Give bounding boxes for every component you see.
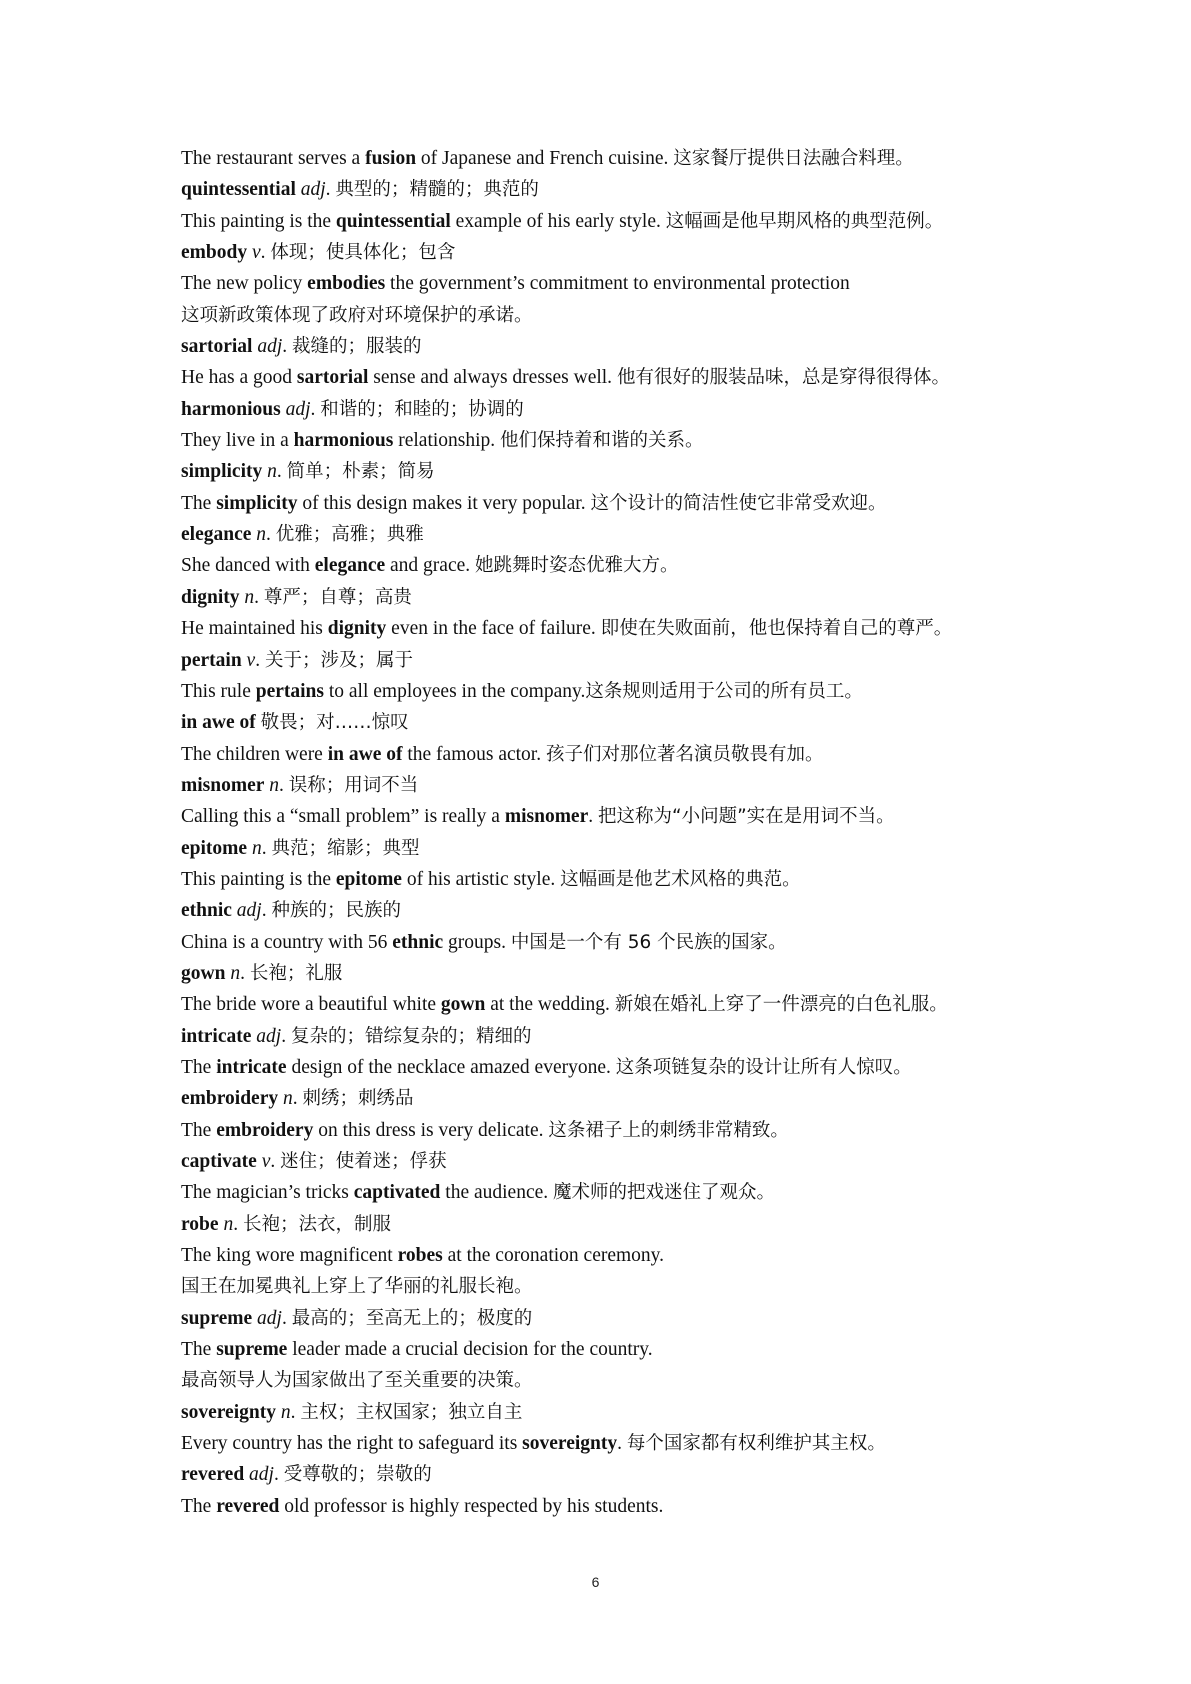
- headword: dignity: [327, 618, 387, 640]
- chinese-text: 最高的；至高无上的；极度的: [291, 1307, 533, 1329]
- example-sentence-line: [181, 1365, 1081, 1396]
- text-segment: the government’s commitment to environmental protection: [385, 273, 850, 295]
- chinese-text: 即使在失败面前，他也保持着自己的尊严。: [600, 618, 953, 640]
- text-segment: The king wore magnificent: [181, 1245, 398, 1267]
- example-sentence-line: [181, 488, 1081, 519]
- text-segment: .: [254, 586, 264, 608]
- chinese-text: 这项新政策体现了政府对环境保护的承诺。: [181, 304, 533, 326]
- vocab-entry-line: [181, 707, 1081, 738]
- vocab-entry-line: [181, 1459, 1081, 1490]
- vocab-entry-line: [181, 519, 1081, 550]
- example-sentence-line: [181, 739, 1081, 770]
- text-segment: .: [240, 962, 250, 984]
- text-segment: .: [270, 1151, 281, 1172]
- chinese-text: 孩子们对那位著名演员敬畏有加。: [545, 743, 824, 765]
- headword: elegance: [181, 524, 252, 546]
- vocab-entry-line: [181, 645, 1081, 676]
- example-sentence-line: [181, 1115, 1081, 1146]
- chinese-text: 优雅；高雅；典雅: [275, 524, 424, 546]
- text-segment: leader made a crucial decision for the country.: [287, 1339, 653, 1361]
- text-segment: .: [292, 1088, 303, 1110]
- part-of-speech: n: [223, 1213, 234, 1235]
- example-sentence-line: [181, 1334, 1081, 1365]
- chinese-text: 体现；使具体化；包含: [270, 242, 456, 264]
- vocab-entry-line: [181, 1021, 1081, 1052]
- headword: simplicity: [216, 492, 298, 514]
- example-sentence-line: [181, 550, 1081, 581]
- text-segment: The new policy: [181, 273, 308, 295]
- text-segment: .: [233, 1213, 243, 1235]
- part-of-speech: n: [283, 1088, 293, 1110]
- text-segment: .: [279, 774, 289, 796]
- text-segment: on this dress is very delicate.: [313, 1119, 549, 1141]
- chinese-text: 敬畏；对……惊叹: [260, 712, 409, 734]
- chinese-text: 种族的；民族的: [271, 900, 401, 922]
- vocab-entry-line: [181, 1083, 1081, 1114]
- chinese-text: 典型的；精髓的；典范的: [335, 179, 539, 201]
- headword: revered: [216, 1495, 280, 1517]
- text-segment: The magician’s tricks: [181, 1182, 354, 1204]
- vocab-entry-line: [181, 958, 1081, 989]
- part-of-speech: n: [280, 1401, 291, 1423]
- chinese-text: 迷住；使着迷；俘获: [280, 1151, 447, 1172]
- vocab-entry-line: [181, 331, 1081, 362]
- part-of-speech: n: [269, 774, 280, 796]
- part-of-speech: adj: [285, 398, 311, 420]
- chinese-text: 典范；缩影；典型: [271, 837, 420, 859]
- chinese-text: 受尊敬的；崇敬的: [283, 1464, 432, 1486]
- text-segment: .: [282, 336, 293, 358]
- text-segment: .: [260, 242, 271, 264]
- headword: elegance: [314, 555, 386, 577]
- headword: sartorial: [181, 336, 253, 358]
- headword: gown: [440, 994, 486, 1016]
- chinese-text: 主权；主权国家；独立自主: [300, 1401, 523, 1423]
- chinese-text: 她跳舞时姿态优雅大方。: [475, 555, 679, 577]
- vocab-entry-line: [181, 456, 1081, 487]
- headword: ethnic: [181, 900, 232, 922]
- headword: quintessential: [335, 210, 451, 232]
- vocab-entry-line: [181, 1397, 1081, 1428]
- chinese-text: 尊严；自尊；高贵: [263, 586, 412, 608]
- chinese-text: 把这称为“小问题”实在是用词不当。: [598, 806, 895, 828]
- text-segment: even in the face of failure.: [386, 618, 601, 640]
- text-segment: She danced with: [181, 555, 315, 577]
- headword: sovereignty: [181, 1401, 276, 1423]
- vocab-entry-line: [181, 1303, 1081, 1334]
- chinese-text: 这家餐厅提供日法融合料理。: [673, 148, 914, 169]
- headword: fusion: [365, 148, 417, 169]
- headword: pertain: [181, 649, 242, 671]
- text-segment: of his artistic style.: [401, 868, 561, 890]
- headword: revered: [181, 1464, 245, 1486]
- headword: ethnic: [392, 931, 444, 953]
- vocab-entry-line: [181, 394, 1081, 425]
- vocabulary-list: [181, 143, 1081, 1522]
- text-segment: .: [261, 900, 272, 922]
- text-segment: to all employees in the company.: [323, 680, 586, 702]
- vocab-entry-line: [181, 1146, 1081, 1177]
- text-segment: .: [273, 1464, 284, 1486]
- headword: gown: [181, 962, 226, 984]
- headword: intricate: [216, 1056, 287, 1078]
- text-segment: He maintained his: [181, 618, 328, 640]
- vocab-entry-line: [181, 582, 1081, 613]
- headword: captivate: [181, 1151, 257, 1172]
- text-segment: The: [181, 1495, 217, 1517]
- text-segment: This painting is the: [181, 868, 336, 890]
- example-sentence-line: [181, 425, 1081, 456]
- vocab-entry-line: [181, 770, 1081, 801]
- chinese-text: 简单；朴素；简易: [286, 461, 435, 483]
- text-segment: This painting is the: [181, 210, 336, 232]
- example-sentence-line: [181, 1271, 1081, 1302]
- text-segment: The restaurant serves a: [181, 148, 366, 169]
- example-sentence-line: [181, 1428, 1081, 1459]
- headword: in awe of: [327, 743, 403, 765]
- headword: in awe of: [181, 712, 256, 734]
- vocab-entry-line: [181, 833, 1081, 864]
- text-segment: at the wedding.: [485, 994, 615, 1016]
- example-sentence-line: [181, 362, 1081, 393]
- example-sentence-line: [181, 801, 1081, 832]
- part-of-speech: adj: [249, 1464, 274, 1486]
- text-segment: .: [281, 1025, 291, 1047]
- text-segment: example of his early style.: [450, 210, 666, 232]
- headword: pertains: [255, 680, 324, 702]
- text-segment: Calling this a “small problem” is really a: [181, 806, 505, 828]
- chinese-text: 这幅画是他艺术风格的典范。: [560, 868, 801, 890]
- headword: dignity: [181, 586, 240, 608]
- text-segment: .: [290, 1401, 301, 1423]
- part-of-speech: n: [251, 837, 262, 859]
- example-sentence-line: [181, 1177, 1081, 1208]
- text-segment: old professor is highly respected by his students.: [279, 1495, 664, 1517]
- chinese-text: 裁缝的；服装的: [292, 336, 422, 358]
- example-sentence-line: [181, 206, 1081, 237]
- example-sentence-line: [181, 1240, 1081, 1271]
- text-segment: The: [181, 1339, 217, 1361]
- text-segment: The: [181, 1119, 217, 1141]
- chinese-text: 这条裙子上的刺绣非常精致。: [548, 1119, 789, 1141]
- headword: epitome: [335, 868, 402, 890]
- example-sentence-line: [181, 613, 1081, 644]
- vocab-entry-line: [181, 237, 1081, 268]
- chinese-text: 这条规则适用于公司的所有员工。: [585, 680, 863, 702]
- text-segment: and grace.: [385, 555, 476, 577]
- chinese-text: 长袍；法衣，制服: [242, 1213, 391, 1235]
- headword: epitome: [181, 837, 248, 859]
- vocab-entry-line: [181, 1209, 1081, 1240]
- headword: misnomer: [181, 774, 265, 796]
- part-of-speech: v: [246, 649, 256, 671]
- text-segment: The bride wore a beautiful white: [181, 994, 441, 1016]
- text-segment: The: [181, 492, 217, 514]
- chinese-text: 误称；用词不当: [288, 774, 419, 796]
- headword: sovereignty: [522, 1433, 618, 1455]
- text-segment: .: [261, 837, 272, 859]
- part-of-speech: v: [251, 242, 261, 264]
- text-segment: The: [181, 1056, 217, 1078]
- part-of-speech: adj: [257, 336, 283, 358]
- part-of-speech: adj: [256, 1025, 282, 1047]
- headword: intricate: [181, 1025, 252, 1047]
- example-sentence-line: [181, 1491, 1081, 1522]
- vocab-entry-line: [181, 895, 1081, 926]
- text-segment: .: [255, 649, 265, 671]
- headword: robes: [397, 1245, 443, 1267]
- example-sentence-line: [181, 989, 1081, 1020]
- headword: embodies: [307, 273, 386, 295]
- text-segment: China is a country with 56: [181, 931, 393, 953]
- chinese-text: 中国是一个有 56 个民族的国家。: [510, 931, 787, 953]
- example-sentence-line: [181, 864, 1081, 895]
- headword: harmonious: [181, 398, 281, 420]
- text-segment: .: [325, 179, 336, 201]
- part-of-speech: adj: [300, 179, 326, 201]
- text-segment: sense and always dresses well.: [368, 367, 617, 389]
- chinese-text: 他们保持着和谐的关系。: [500, 430, 704, 452]
- part-of-speech: n: [230, 962, 241, 984]
- text-segment: design of the necklace amazed everyone.: [286, 1056, 616, 1078]
- example-sentence-line: [181, 268, 1081, 299]
- headword: supreme: [181, 1307, 253, 1329]
- example-sentence-line: [181, 300, 1081, 331]
- headword: embody: [181, 242, 248, 264]
- headword: sartorial: [296, 367, 369, 389]
- example-sentence-line: [181, 143, 1081, 174]
- chinese-text: 每个国家都有权利维护其主权。: [626, 1433, 886, 1455]
- text-segment: He has a good: [181, 367, 297, 389]
- headword: robe: [181, 1213, 219, 1235]
- chinese-text: 这个设计的简洁性使它非常受欢迎。: [590, 492, 887, 514]
- chinese-text: 魔术师的把戏迷住了观众。: [553, 1182, 776, 1204]
- text-segment: .: [276, 461, 287, 483]
- chinese-text: 关于；涉及；属于: [264, 649, 413, 671]
- headword: quintessential: [181, 179, 296, 201]
- chinese-text: 复杂的；错综复杂的；精细的: [290, 1025, 532, 1047]
- text-segment: groups.: [443, 931, 511, 953]
- headword: captivated: [353, 1182, 441, 1204]
- headword: embroidery: [181, 1088, 279, 1110]
- part-of-speech: adj: [236, 900, 262, 922]
- text-segment: Every country has the right to safeguard its: [181, 1433, 523, 1455]
- part-of-speech: n: [244, 586, 255, 608]
- text-segment: of Japanese and French cuisine.: [416, 148, 674, 169]
- headword: harmonious: [293, 430, 394, 452]
- headword: simplicity: [181, 461, 263, 483]
- part-of-speech: n: [256, 524, 267, 546]
- text-segment: .: [310, 398, 321, 420]
- example-sentence-line: [181, 1052, 1081, 1083]
- text-segment: .: [617, 1433, 627, 1455]
- text-segment: of this design makes it very popular.: [297, 492, 591, 514]
- part-of-speech: adj: [257, 1307, 282, 1329]
- vocab-entry-line: [181, 174, 1081, 205]
- part-of-speech: v: [261, 1151, 271, 1172]
- chinese-text: 最高领导人为国家做出了至关重要的决策。: [181, 1370, 533, 1392]
- text-segment: .: [281, 1307, 292, 1329]
- headword: misnomer: [504, 806, 589, 828]
- chinese-text: 他有很好的服装品味，总是穿得很得体。: [616, 367, 950, 389]
- text-segment: at the coronation ceremony.: [442, 1245, 665, 1267]
- text-segment: .: [588, 806, 598, 828]
- chinese-text: 国王在加冕典礼上穿上了华丽的礼服长袍。: [181, 1276, 533, 1298]
- chinese-text: 这幅画是他早期风格的典型范例。: [665, 210, 944, 232]
- text-segment: This rule: [181, 680, 256, 702]
- headword: embroidery: [216, 1119, 314, 1141]
- chinese-text: 和谐的；和睦的；协调的: [320, 398, 524, 420]
- example-sentence-line: [181, 927, 1081, 958]
- chinese-text: 长袍；礼服: [249, 962, 343, 984]
- text-segment: The children were: [181, 743, 328, 765]
- page-number: 6: [591, 1574, 600, 1590]
- chinese-text: 这条项链复杂的设计让所有人惊叹。: [615, 1056, 912, 1078]
- text-segment: the famous actor.: [402, 743, 546, 765]
- part-of-speech: n: [267, 461, 277, 483]
- chinese-text: 新娘在婚礼上穿了一件漂亮的白色礼服。: [614, 994, 948, 1016]
- chinese-text: 刺绣；刺绣品: [302, 1088, 414, 1110]
- example-sentence-line: [181, 676, 1081, 707]
- text-segment: .: [266, 524, 276, 546]
- text-segment: They live in a: [181, 430, 294, 452]
- headword: supreme: [216, 1339, 288, 1361]
- text-segment: relationship.: [393, 430, 501, 452]
- text-segment: the audience.: [440, 1182, 554, 1204]
